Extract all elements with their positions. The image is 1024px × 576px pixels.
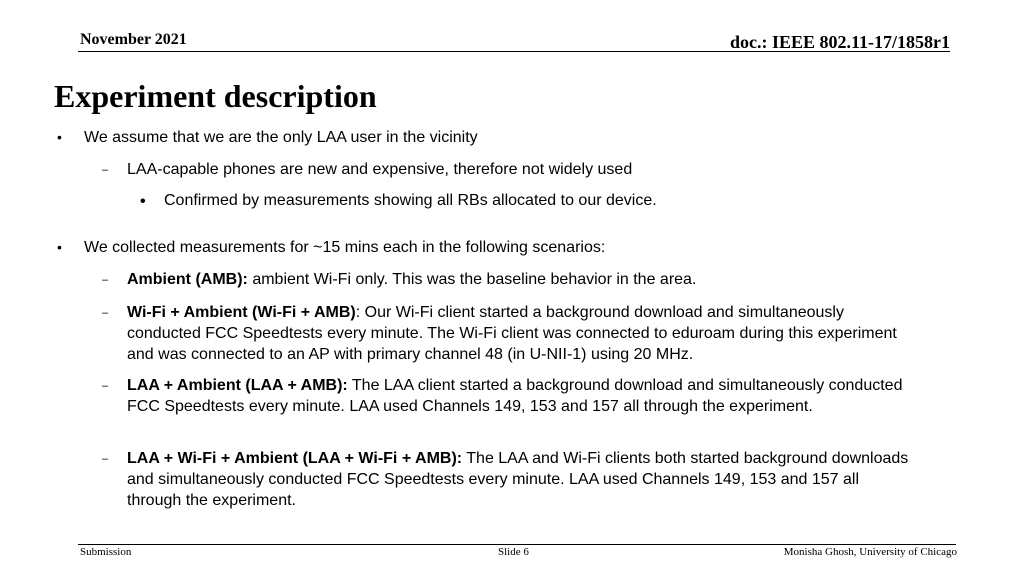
header-rule [78,51,950,52]
scenario-label: LAA + Ambient (LAA + AMB): [127,377,348,394]
scenario-laa-wifi-ambient [127,448,917,511]
subbullet-marker: – [102,453,109,465]
bullet-1-text: We assume that we are the only LAA user in the vicinity [84,129,478,146]
scenario-label: Ambient (AMB): [127,271,248,288]
bullet-2-text: We collected measurements for ~15 mins each in the following scenarios: [84,239,606,256]
scenario-laa-ambient [127,375,917,417]
scenario-text: The LAA client started a background download and simultaneously conducted FCC Speedtests every minute. LAA used Channels 149, 153 and 157 all through the experiment. [127,377,903,415]
subsubbullet-marker: • [140,193,146,210]
scenario-label: Wi-Fi + Ambient (Wi-Fi + AMB) [127,304,356,321]
footer-author: Monisha Ghosh, University of Chicago [783,546,957,558]
bullet-marker: • [57,129,62,145]
header-doc-id: doc.: IEEE 802.11-17/1858r1 [729,32,950,52]
header-date: November 2021 [80,31,187,48]
scenario-ambient [127,269,917,290]
subbullet-marker: – [102,164,109,176]
scenario-text: ambient Wi-Fi only. This was the baseline behavior in the area. [247,271,697,288]
scenario-label: LAA + Wi-Fi + Ambient (LAA + Wi-Fi + AMB): [127,450,463,467]
subbullet-marker: – [102,307,109,319]
subbullet-marker: – [102,274,109,286]
footer-slide-number: Slide 6 [498,546,529,558]
bullet-1-sub-1-sub-1-text: Confirmed by measurements showing all RBs allocated to our device. [164,192,657,209]
scenario-wifi-ambient [127,302,917,365]
footer-submission: Submission [80,546,132,558]
footer-rule [78,544,956,545]
subbullet-marker: – [102,380,109,392]
scenario-text: The LAA and Wi-Fi clients both started background downloads and simultaneously conducted FCC Speedtests every minute. LAA used Channels 149, 153 and 157 all through the experiment. [127,450,909,509]
slide-title: Experiment description [54,78,377,114]
scenario-text: : Our Wi-Fi client started a background download and simultaneously conducted FCC Speedtests every minute. The Wi-Fi client was connected to eduroam during this experiment and was connected to an AP with primary channel 48 (in U-NII-1) using 20 MHz. [127,304,897,363]
bullet-marker: • [57,239,62,255]
bullet-1-sub-1-text: LAA-capable phones are new and expensive, therefore not widely used [127,161,633,178]
